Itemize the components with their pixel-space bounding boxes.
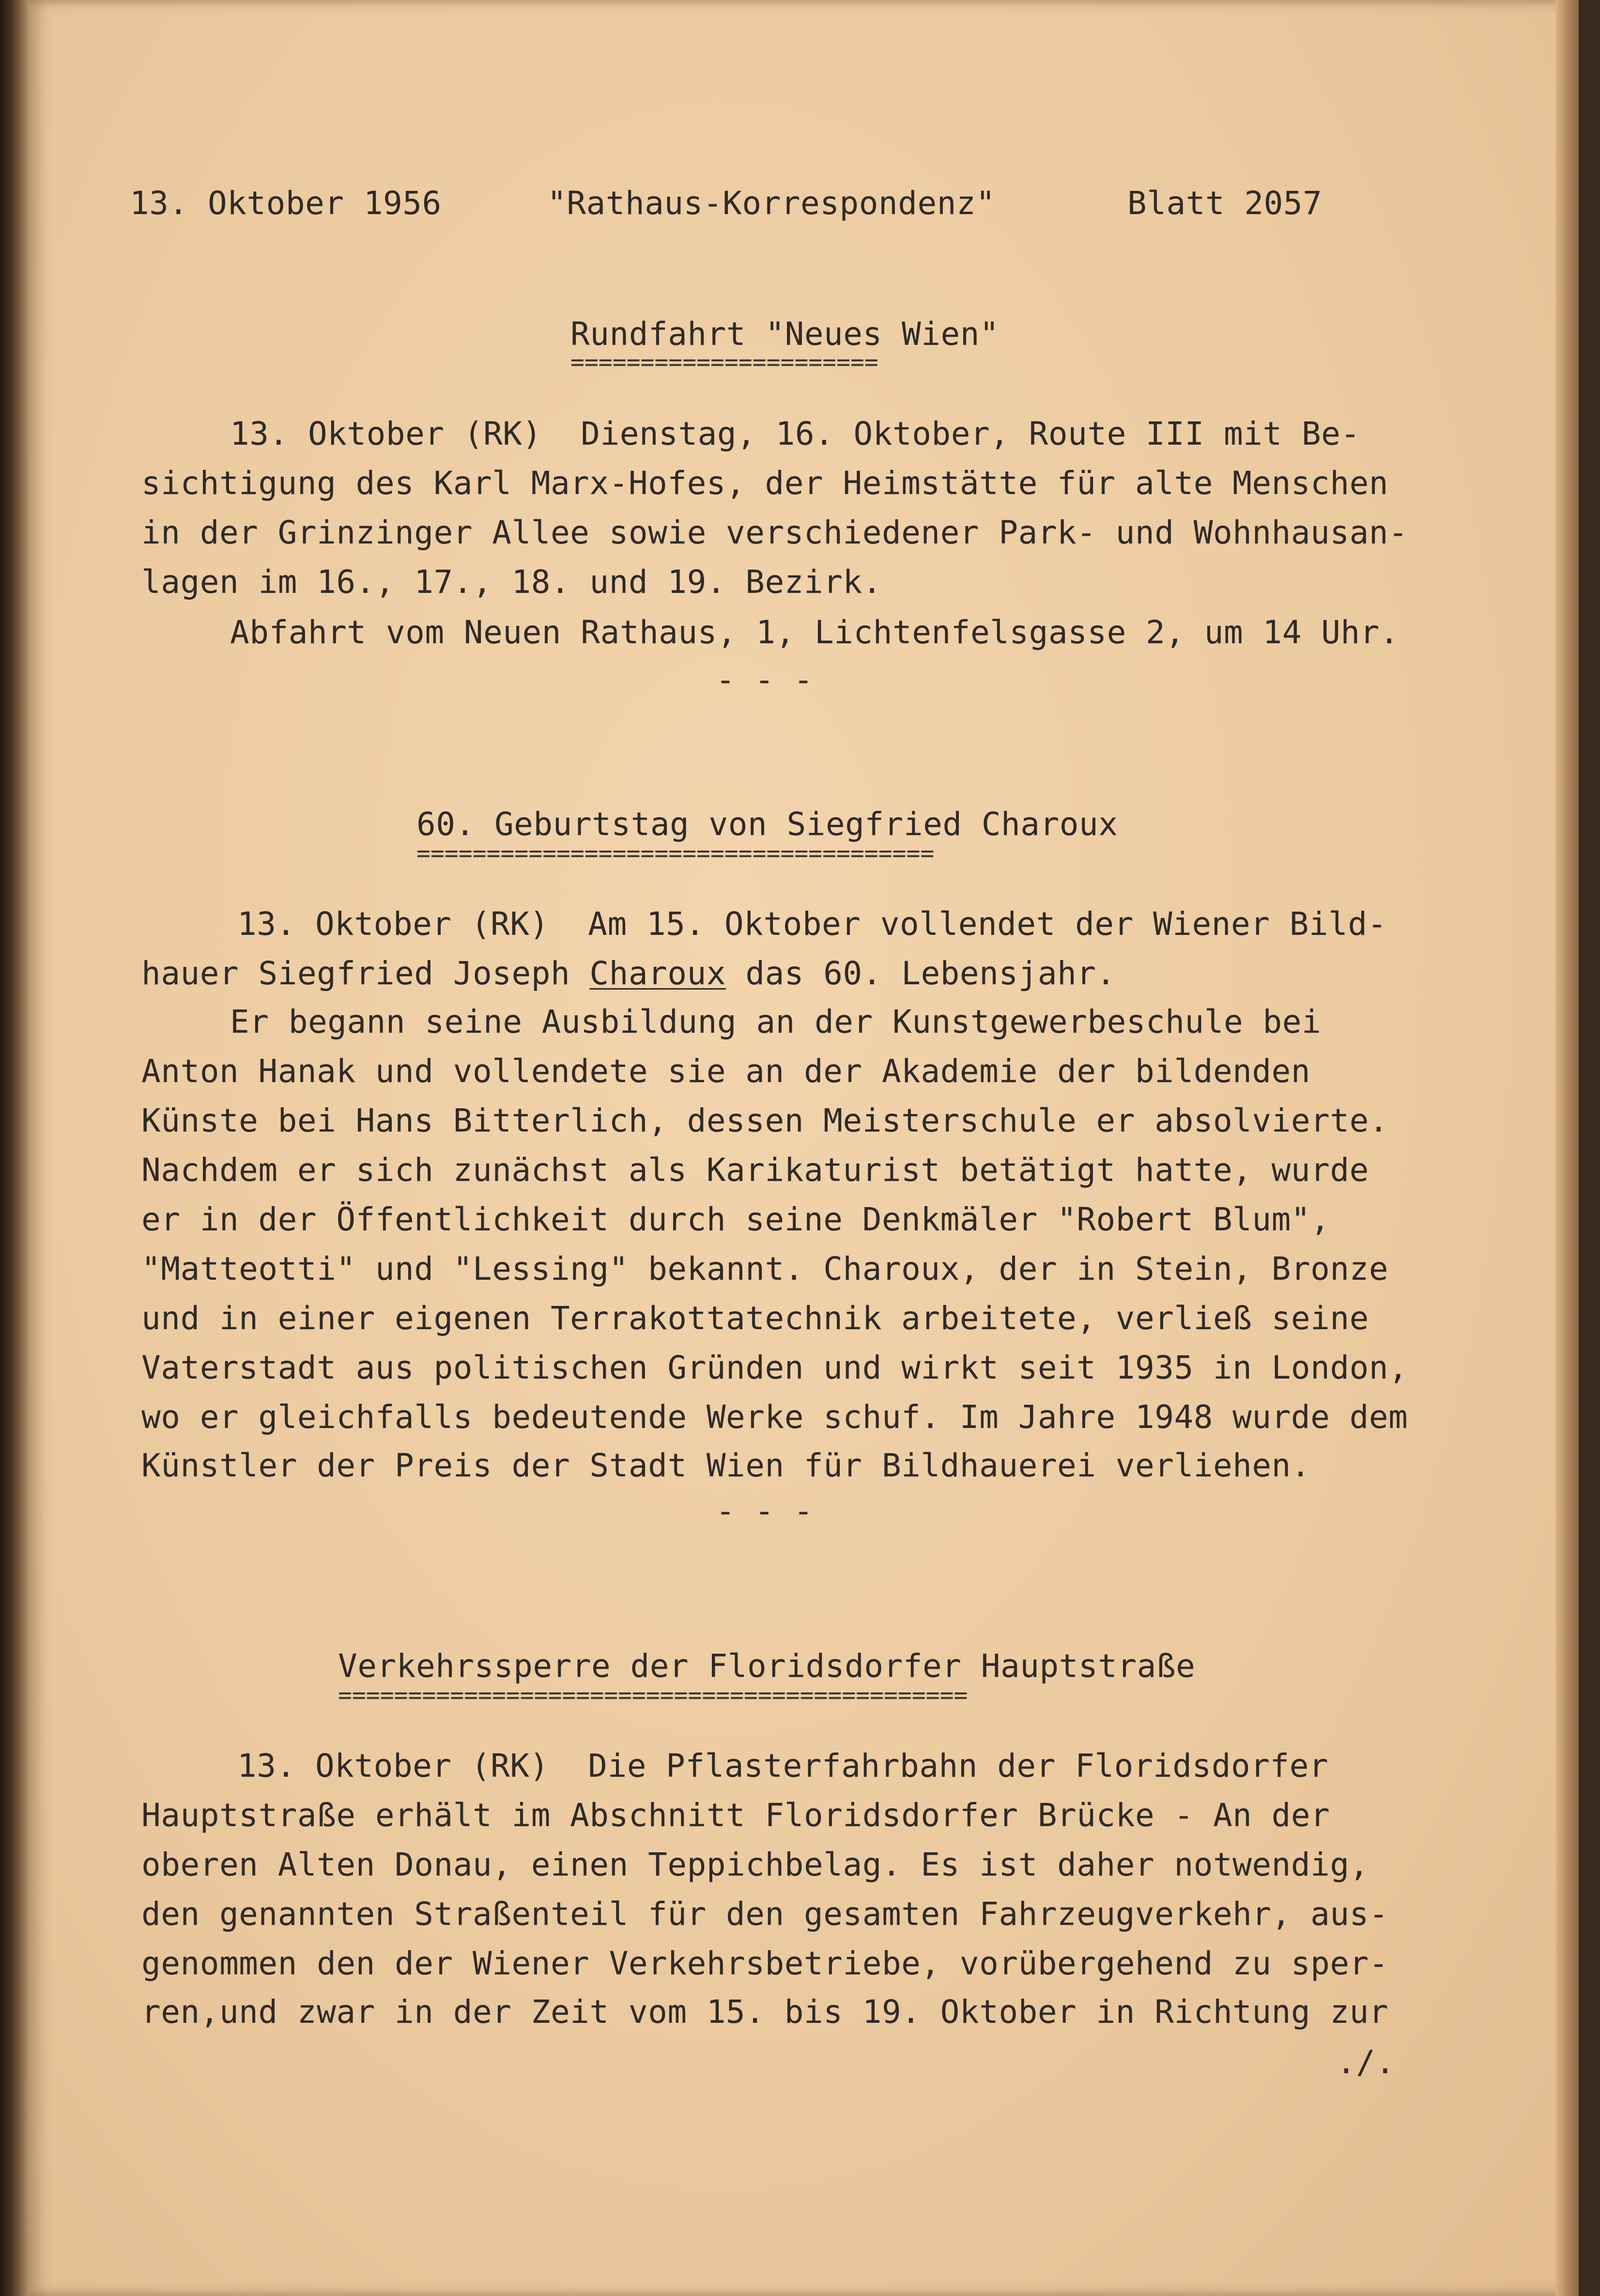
paragraph-line: er in der Öffentlichkeit durch seine Denkmäler "Robert Blum",: [141, 1201, 1330, 1238]
paragraph-line: 13. Oktober (RK) Dienstag, 16. Oktober, Route III mit Be-: [230, 415, 1360, 452]
header-publication: "Rathaus-Korrespondenz": [547, 185, 996, 222]
title-rule: ======================: [570, 349, 878, 376]
paragraph-line: Anton Hanak und vollendete sie an der Akademie der bildenden: [141, 1053, 1311, 1090]
paragraph-line: ren,und zwar in der Zeit vom 15. bis 19. Oktober in Richtung zur: [141, 1993, 1389, 2031]
paragraph-line: genommen den der Wiener Verkehrsbetriebe, vorübergehend zu sper-: [141, 1945, 1389, 1982]
section-title: Rundfahrt "Neues Wien": [570, 315, 1000, 353]
paragraph-line: lagen im 16., 17., 18. und 19. Bezirk.: [141, 563, 882, 601]
paragraph-line: den genannten Straßenteil für den gesamten Fahrzeugverkehr, aus-: [141, 1895, 1389, 1933]
paragraph-line: Nachdem er sich zunächst als Karikaturist betätigt hatte, wurde: [141, 1151, 1369, 1189]
paragraph-line: Er begann seine Ausbildung an der Kunstgewerbeschule bei: [230, 1003, 1322, 1040]
page-edge: [1555, 0, 1579, 2296]
title-rule: =============================================: [338, 1682, 968, 1709]
paragraph-line: [141, 954, 1116, 993]
header-sheet-number: Blatt 2057: [1127, 185, 1323, 222]
title-rule: =====================================: [416, 840, 935, 867]
section-title: Verkehrssperre der Floridsdorfer Hauptstraße: [338, 1647, 1196, 1685]
book-spine: [0, 0, 32, 2296]
paragraph-line: oberen Alten Donau, einen Teppichbelag. Es ist daher notwendig,: [141, 1846, 1369, 1883]
underlined-name: Charoux: [589, 955, 726, 992]
paragraph-line: Abfahrt vom Neuen Rathaus, 1, Lichtenfelsgasse 2, um 14 Uhr.: [230, 614, 1400, 651]
paragraph-line: 13. Oktober (RK) Die Pflasterfahrbahn der Floridsdorfer: [237, 1747, 1329, 1784]
continuation-mark: ./.: [1337, 2044, 1395, 2081]
paragraph-line: sichtigung des Karl Marx-Hofes, der Heimstätte für alte Menschen: [141, 465, 1389, 502]
paragraph-line: "Matteotti" und "Lessing" bekannt. Charoux, der in Stein, Bronze: [141, 1250, 1389, 1288]
paragraph-line: in der Grinzinger Allee sowie verschiedener Park- und Wohnhausan-: [141, 514, 1408, 551]
line-prefix: hauer Siegfried Joseph: [141, 955, 590, 992]
paragraph-line: Künste bei Hans Bitterlich, dessen Meisterschule er absolvierte.: [141, 1102, 1389, 1139]
line-suffix: [726, 955, 745, 992]
section-title: 60. Geburtstag von Siegfried Charoux: [416, 806, 1118, 843]
paragraph-line: Künstler der Preis der Stadt Wien für Bildhauerei verliehen.: [141, 1447, 1311, 1484]
section-separator: - - -: [716, 661, 814, 698]
header-date: 13. Oktober 1956: [130, 185, 442, 222]
paragraph-line: Vaterstadt aus politischen Gründen und wirkt seit 1935 in London,: [141, 1349, 1408, 1386]
paragraph-line: 13. Oktober (RK) Am 15. Oktober vollendet der Wiener Bild-: [237, 905, 1387, 943]
paragraph-line: und in einer eigenen Terrakottatechnik arbeitete, verließ seine: [141, 1300, 1369, 1337]
section-separator: - - -: [716, 1492, 814, 1530]
document-page: [29, 0, 1579, 2296]
line-rest: das 60. Lebensjahr.: [745, 955, 1116, 992]
paragraph-line: wo er gleichfalls bedeutende Werke schuf. Im Jahre 1948 wurde dem: [141, 1398, 1408, 1436]
paragraph-line: Hauptstraße erhält im Abschnitt Floridsdorfer Brücke - An der: [141, 1797, 1330, 1834]
